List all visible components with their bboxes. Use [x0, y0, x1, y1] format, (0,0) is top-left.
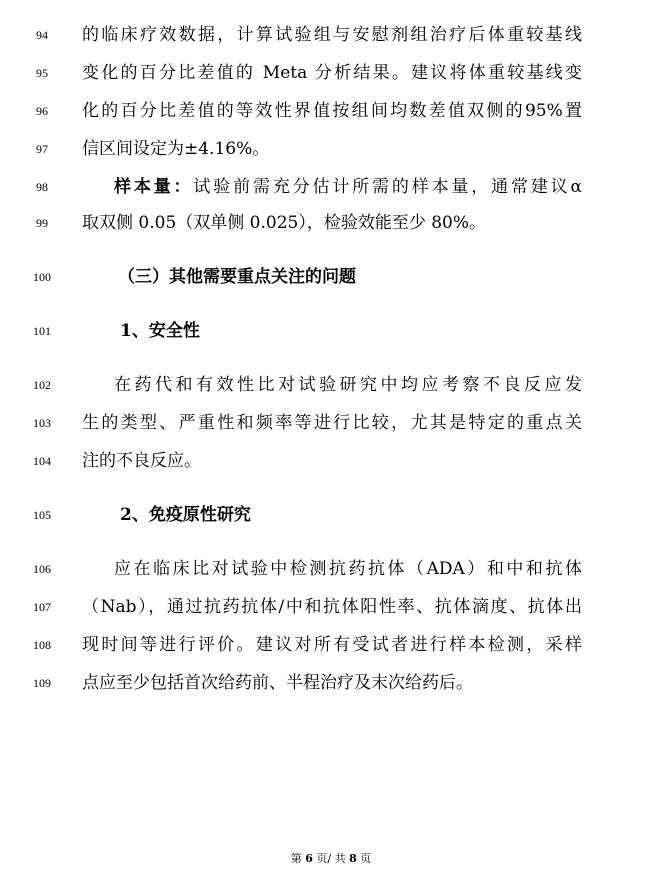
page-mid: 页/ 共: [316, 852, 346, 865]
doc-line-98: [0, 172, 662, 202]
line-number: 107: [33, 600, 51, 614]
doc-line-103: [0, 408, 662, 438]
page-prefix: 第: [290, 852, 302, 865]
paragraph-text: 取双侧 0.05（双单侧 0.025），检验效能至少 80%。: [82, 213, 487, 233]
line-number: 99: [36, 216, 48, 230]
line-number: 97: [36, 142, 48, 156]
doc-line-109: [0, 668, 662, 698]
page-suffix: 页: [360, 852, 372, 865]
doc-line-95: [0, 58, 662, 88]
line-number: 108: [33, 638, 51, 652]
paragraph-text: 在药代和有效性比对试验研究中均应考察不良反应发: [114, 375, 582, 395]
subsection-heading: 1、安全性: [120, 321, 200, 341]
paragraph-text: 点应至少包括首次给药前、半程治疗及末次给药后。: [82, 673, 473, 693]
line-number: 105: [33, 508, 51, 522]
doc-line-105: [0, 500, 662, 530]
line-number: 94: [36, 28, 48, 42]
doc-line-106: [0, 554, 662, 584]
subsection-heading: 2、免疫原性研究: [120, 505, 251, 525]
line-number: 109: [33, 676, 51, 690]
line-number: 96: [36, 104, 48, 118]
doc-line-97: [0, 134, 662, 164]
doc-line-102: [0, 370, 662, 400]
doc-line-100: [0, 262, 662, 292]
page-footer: [0, 851, 662, 867]
page-current: 6: [305, 852, 313, 865]
paragraph-text: 生的类型、严重性和频率等进行比较，尤其是特定的重点关: [82, 413, 582, 433]
line-number: 106: [33, 562, 51, 576]
doc-line-108: [0, 630, 662, 660]
paragraph-text: [114, 172, 582, 202]
paragraph-text: 信区间设定为±4.16%。: [82, 139, 270, 159]
line-number: 104: [33, 454, 51, 468]
paragraph-text: 变化的百分比差值的 Meta 分析结果。建议将体重较基线变: [82, 63, 582, 83]
sample-size-text: 试验前需充分估计所需的样本量，通常建议α: [193, 177, 582, 197]
doc-line-96: [0, 96, 662, 126]
line-number: 98: [36, 180, 48, 194]
doc-line-101: [0, 316, 662, 346]
paragraph-text: 现时间等进行评价。建议对所有受试者进行样本检测，采样: [82, 635, 582, 655]
paragraph-text: （Nab），通过抗药抗体/中和抗体阳性率、抗体滴度、抗体出: [82, 597, 582, 617]
line-number: 100: [33, 270, 51, 284]
page-total: 8: [349, 852, 357, 865]
paragraph-text: 化的百分比差值的等效性界值按组间均数差值双侧的95%置: [82, 101, 582, 121]
doc-line-107: [0, 592, 662, 622]
line-number: 103: [33, 416, 51, 430]
paragraph-text: 的临床疗效数据，计算试验组与安慰剂组治疗后体重较基线: [82, 25, 582, 45]
doc-line-104: [0, 446, 662, 476]
paragraph-text: 应在临床比对试验中检测抗药抗体（ADA）和中和抗体: [114, 559, 582, 579]
doc-line-94: [0, 20, 662, 50]
section-heading: （三）其他需要重点关注的问题: [118, 267, 356, 287]
line-number: 95: [36, 66, 48, 80]
line-number: 102: [33, 378, 51, 392]
paragraph-text: 注的不良反应。: [82, 451, 201, 471]
line-number: 101: [33, 324, 51, 338]
doc-line-99: [0, 208, 662, 238]
sample-size-label: 样本量：: [114, 177, 194, 197]
